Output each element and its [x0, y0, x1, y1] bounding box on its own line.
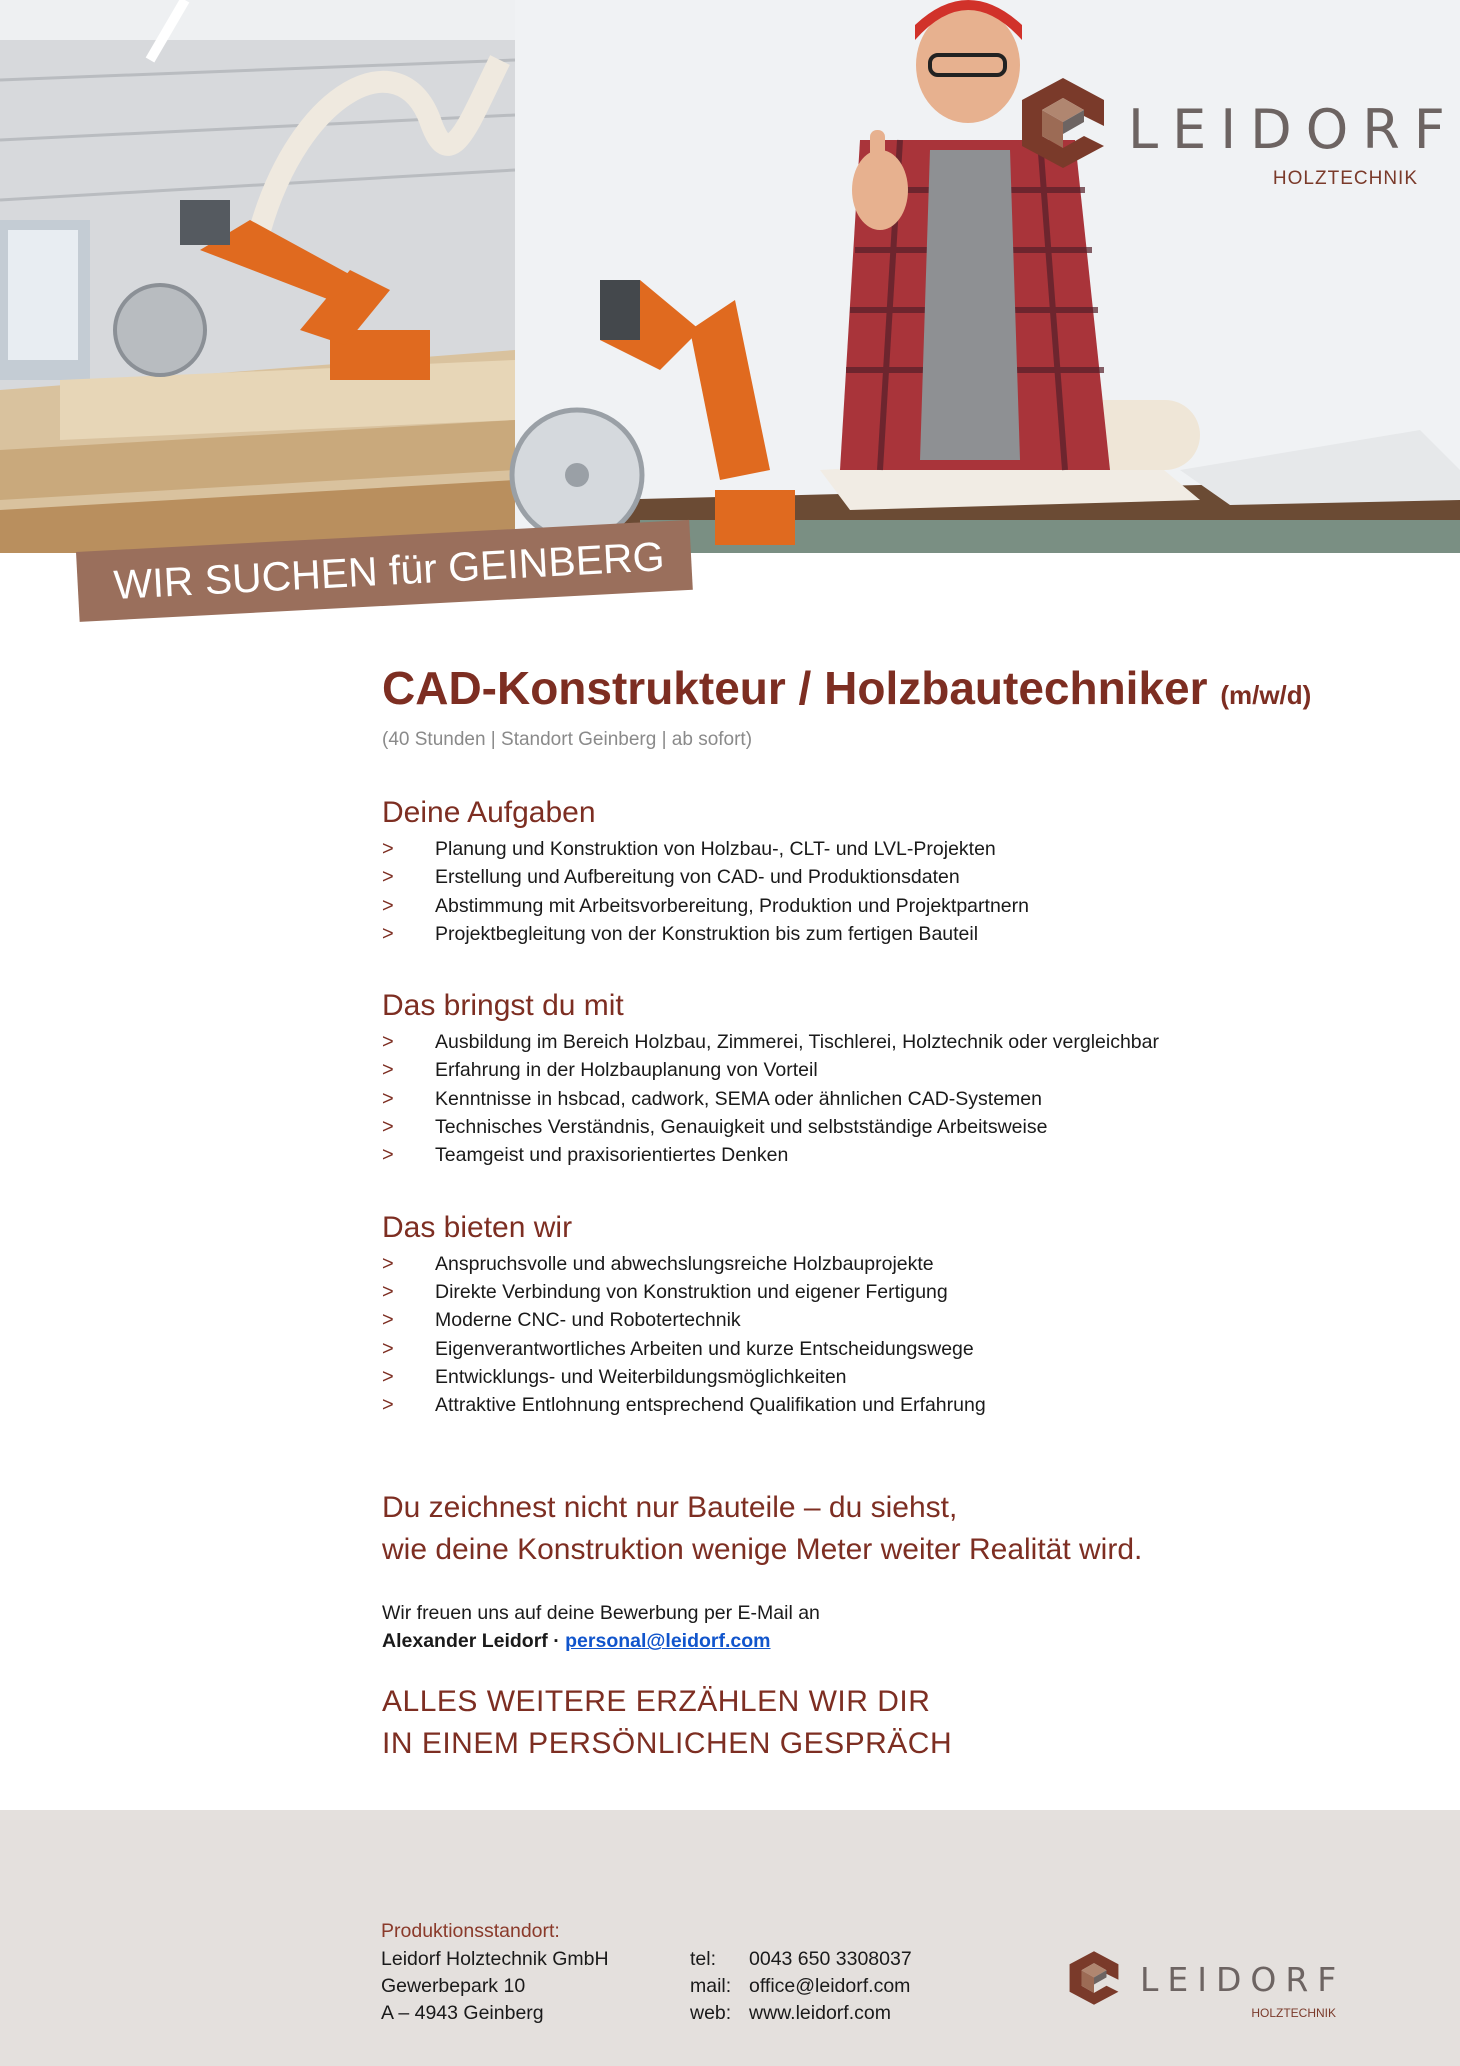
- bullet-arrow-icon: >: [382, 838, 394, 860]
- job-meta: (40 Stunden | Standort Geinberg | ab sofort): [382, 729, 753, 750]
- tagline-line-1: Du zeichnest nicht nur Bauteile – du siehst,: [382, 1491, 958, 1525]
- list-item: [382, 1028, 1422, 1056]
- logo-wordmark: LEIDORF: [1128, 98, 1459, 161]
- list-item: [382, 835, 1422, 863]
- contact-web[interactable]: www.leidorf.com: [749, 2002, 891, 2024]
- job-title: [382, 660, 1422, 723]
- tagline-quote: [382, 1487, 1422, 1571]
- list-item-text: Attraktive Entlohnung entsprechend Qualifikation und Erfahrung: [435, 1394, 986, 1417]
- location-banner: WIR SUCHEN für GEINBERG: [76, 520, 693, 622]
- list-item-text: Direkte Verbindung von Konstruktion und eigener Fertigung: [435, 1280, 948, 1303]
- footer-logo-wordmark: LEIDORF: [1140, 1960, 1346, 1999]
- bullet-arrow-icon: >: [382, 1252, 394, 1275]
- job-title-text: CAD-Konstrukteur / Holzbautechniker: [382, 662, 1208, 714]
- list-item-text: Eigenverantwortliches Arbeiten und kurze Entscheidungswege: [435, 1337, 974, 1360]
- bullet-arrow-icon: >: [382, 922, 394, 945]
- section-heading-offer: Das bieten wir: [382, 1210, 573, 1244]
- bullet-arrow-icon: >: [382, 894, 394, 917]
- application-email-link[interactable]: personal@leidorf.com: [565, 1630, 771, 1653]
- contact-phone[interactable]: 0043 650 3308037: [749, 1948, 912, 1970]
- task-list: [382, 835, 1422, 948]
- application-info: [382, 1599, 1422, 1655]
- bullet-arrow-icon: >: [382, 866, 394, 889]
- bullet-arrow-icon: >: [382, 1365, 394, 1388]
- list-item-text: Entwicklungs- und Weiterbildungsmöglichkeiten: [435, 1365, 847, 1388]
- section-heading-requirements: Das bringst du mit: [382, 989, 624, 1023]
- list-item-text: Ausbildung im Bereich Holzbau, Zimmerei, Tischlerei, Holztechnik oder vergleichbar: [435, 1031, 1159, 1054]
- list-item: [382, 1250, 1422, 1278]
- bullet-arrow-icon: >: [382, 1394, 394, 1417]
- list-item: [382, 1278, 1422, 1306]
- list-item: [382, 1141, 1422, 1169]
- list-item: [382, 1306, 1422, 1334]
- contact-name: Alexander Leidorf ·: [382, 1630, 560, 1653]
- list-item-text: Technisches Verständnis, Genauigkeit und selbstständige Arbeitsweise: [435, 1116, 1048, 1139]
- footer-location-label: Produktionsstandort:: [381, 1920, 560, 1942]
- footer-company: Leidorf Holztechnik GmbH: [381, 1948, 609, 1970]
- section-heading-tasks: Deine Aufgaben: [382, 796, 596, 829]
- list-item-text: Abstimmung mit Arbeitsvorbereitung, Produktion und Projektpartnern: [435, 894, 1029, 917]
- list-item-text: Erfahrung in der Holzbauplanung von Vorteil: [435, 1059, 818, 1082]
- contact-mail[interactable]: office@leidorf.com: [749, 1975, 911, 1997]
- bullet-arrow-icon: >: [382, 1087, 394, 1110]
- contact-key: tel:: [690, 1948, 717, 1970]
- offer-list: [382, 1250, 1422, 1420]
- footer-address: [381, 1946, 609, 2027]
- footer-contacts: [690, 1946, 912, 2027]
- job-content: [382, 660, 1422, 1765]
- list-item-text: Projektbegleitung von der Konstruktion bis zum fertigen Bauteil: [435, 922, 979, 945]
- closing-statement: [382, 1681, 1422, 1765]
- list-item: [382, 1113, 1422, 1141]
- list-item: [382, 1056, 1422, 1084]
- contact-key: mail:: [690, 1975, 732, 1997]
- list-item-text: Teamgeist und praxisorientiertes Denken: [435, 1144, 789, 1167]
- list-item: [382, 1335, 1422, 1363]
- logo-subtitle: HOLZTECHNIK: [1272, 168, 1418, 189]
- list-item: [382, 892, 1422, 920]
- contact-key: web:: [690, 2002, 732, 2024]
- bullet-arrow-icon: >: [382, 1280, 394, 1303]
- list-item: [382, 1391, 1422, 1419]
- tagline-line-2: wie deine Konstruktion wenige Meter weiter Realität wird.: [382, 1533, 1143, 1567]
- list-item: [382, 1363, 1422, 1391]
- bullet-arrow-icon: >: [382, 1144, 394, 1167]
- list-item-text: Kenntnisse in hsbcad, cadwork, SEMA oder ähnlichen CAD-Systemen: [435, 1087, 1042, 1110]
- logo-mark-icon: [1016, 76, 1110, 170]
- brand-logo: [1016, 76, 1459, 196]
- bullet-arrow-icon: >: [382, 1337, 394, 1360]
- footer: [0, 1810, 1460, 2066]
- list-item: [382, 863, 1422, 891]
- bullet-arrow-icon: >: [382, 1059, 394, 1082]
- footer-logo-subtitle: HOLZTECHNIK: [1251, 2006, 1336, 2020]
- list-item-text: Moderne CNC- und Robotertechnik: [435, 1309, 741, 1332]
- closing-line-1: ALLES WEITERE ERZÄHLEN WIR DIR: [382, 1685, 931, 1719]
- list-item-text: Anspruchsvolle und abwechslungsreiche Holzbauprojekte: [435, 1252, 934, 1275]
- footer-contact-row: [690, 1973, 912, 2000]
- list-item: [382, 920, 1422, 948]
- bullet-arrow-icon: >: [382, 1031, 394, 1054]
- list-item: [382, 1085, 1422, 1113]
- footer-contact-row: [690, 2000, 912, 2027]
- bullet-arrow-icon: >: [382, 1116, 394, 1139]
- closing-line-2: IN EINEM PERSÖNLICHEN GESPRÄCH: [382, 1727, 953, 1761]
- list-item-text: Planung und Konstruktion von Holzbau-, CLT- und LVL-Projekten: [435, 838, 996, 860]
- job-gender-tag: (m/w/d): [1220, 680, 1312, 710]
- list-item-text: Erstellung und Aufbereitung von CAD- und Produktionsdaten: [435, 866, 960, 889]
- footer-contact-row: [690, 1946, 912, 1973]
- footer-logo-mark-icon: [1066, 1950, 1122, 2006]
- requirements-list: [382, 1028, 1422, 1169]
- footer-street: Gewerbepark 10: [381, 1975, 526, 1997]
- bullet-arrow-icon: >: [382, 1309, 394, 1332]
- application-text: Wir freuen uns auf deine Bewerbung per E-Mail an: [382, 1602, 820, 1625]
- footer-logo: [1066, 1950, 1346, 2020]
- footer-city: A – 4943 Geinberg: [381, 2002, 544, 2024]
